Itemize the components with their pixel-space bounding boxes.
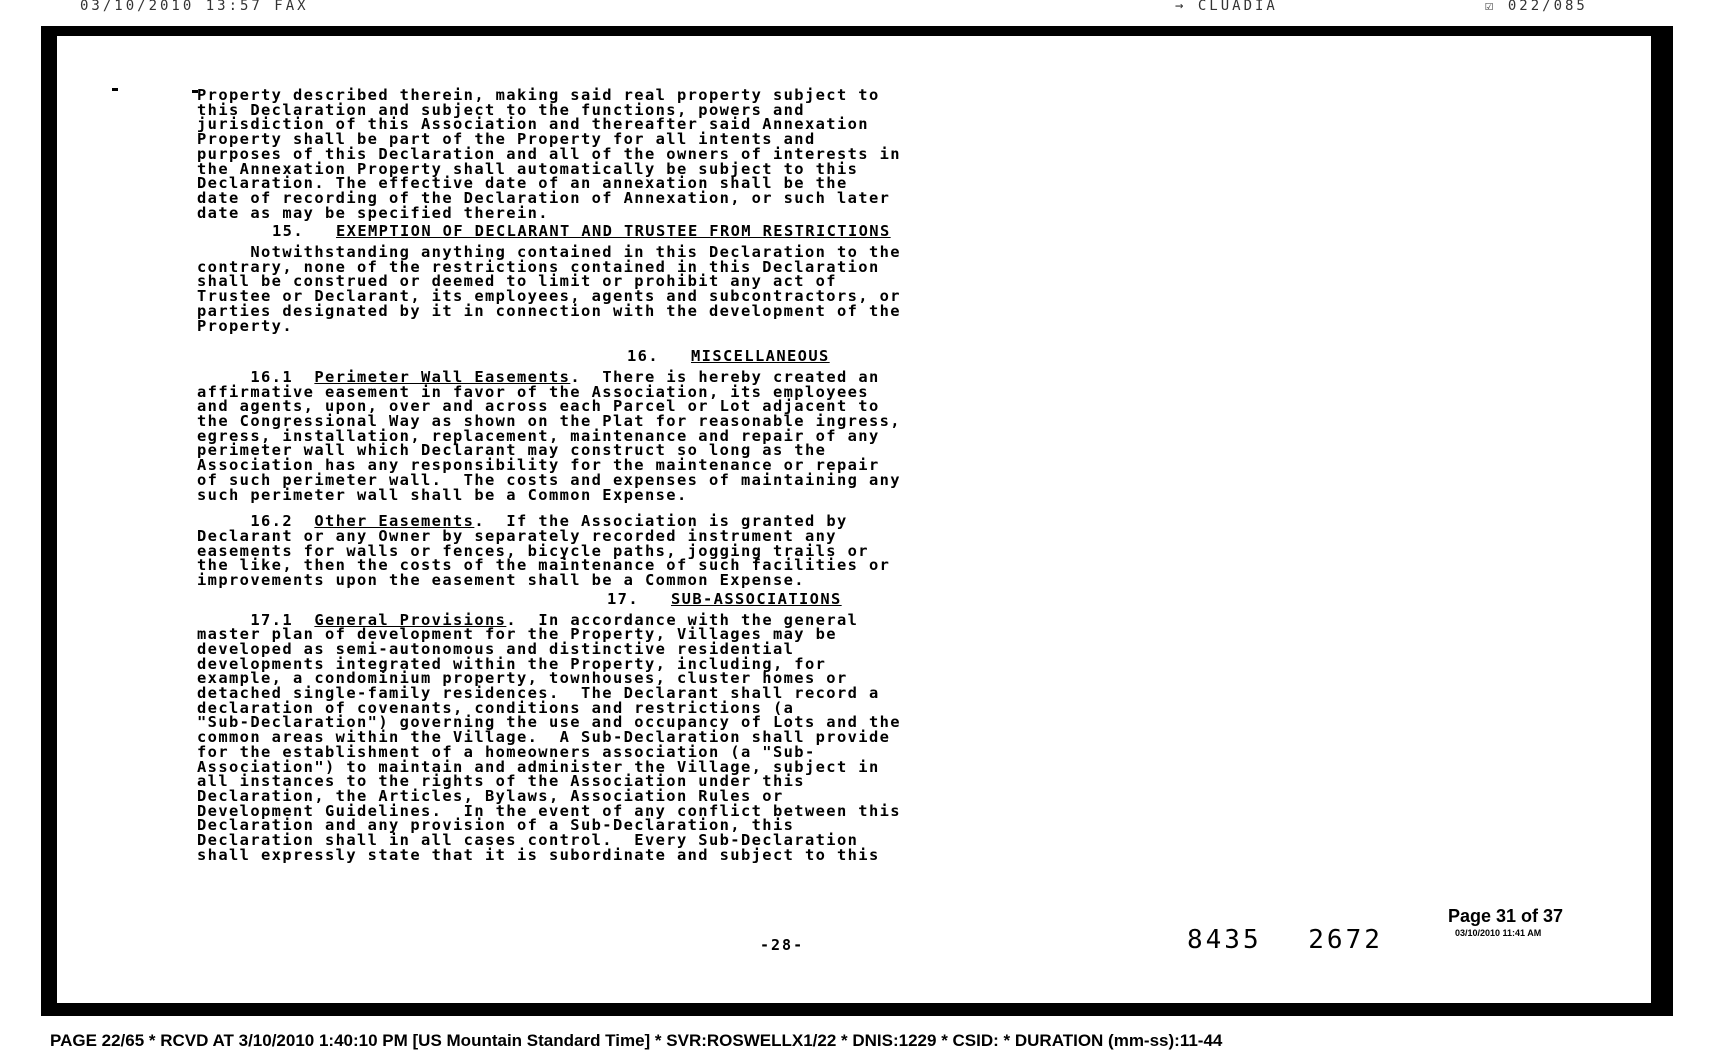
text-line: of such perimeter wall. The costs and expenses of maintaining any xyxy=(197,470,901,489)
text-fragment: . If the Association is granted by xyxy=(474,512,848,531)
text-line: Trustee or Declarant, its employees, agents and subcontractors, or xyxy=(197,287,901,306)
fax-header-page-count: ☑ 022/085 xyxy=(1485,0,1588,14)
text-line: example, a condominium property, townhouses, cluster homes or xyxy=(197,669,848,688)
intro-paragraph xyxy=(197,88,1457,220)
text-line: affirmative easement in favor of the Association, its employees xyxy=(197,382,869,401)
text-line: common areas within the Village. A Sub-Declaration shall provide xyxy=(197,728,891,747)
text-line: Association has any responsibility for the maintenance or repair xyxy=(197,456,880,475)
section-15-heading xyxy=(197,224,1457,239)
text-line: the like, then the costs of the maintenance of such facilities or xyxy=(197,556,891,575)
text-line: easements for walls or fences, bicycle paths, jogging trails or xyxy=(197,541,869,560)
subsection-number: 17.1 xyxy=(250,610,294,629)
text-line: Association") to maintain and administer the Village, subject in xyxy=(197,757,880,776)
text-fragment: . There is hereby created an xyxy=(570,367,880,386)
fax-receipt-footer: PAGE 22/65 * RCVD AT 3/10/2010 1:40:10 PM [US Mountain Standard Time] * SVR:ROSWELLX1/22 * DNIS:1229 * CSID: * DURATION (mm-ss):11-44 xyxy=(50,1031,1223,1050)
text-line: purposes of this Declaration and all of the owners of interests in xyxy=(197,144,901,163)
section-16-heading xyxy=(197,349,1457,364)
text-line: Property shall be part of the Property for all intents and xyxy=(197,130,816,149)
subsection-title: General Provisions xyxy=(314,610,507,629)
fax-header-recipient: → CLUADIA xyxy=(1175,0,1278,14)
section-title: SUB-ASSOCIATIONS xyxy=(671,589,842,608)
section-17-1-paragraph xyxy=(197,610,1457,864)
text-line: contrary, none of the restrictions contained in this Declaration xyxy=(197,257,880,276)
text-fragment: . In accordance with the general xyxy=(506,610,859,629)
subsection-title: Other Easements xyxy=(314,512,475,531)
section-number: 17. xyxy=(607,589,639,608)
text-line: Property described therein, making said real property subject to xyxy=(197,86,880,104)
text-line: detached single-family residences. The Declarant shall record a xyxy=(197,684,880,703)
text-line: this Declaration and subject to the functions, powers and xyxy=(197,100,805,119)
text-line: date as may be specified therein. xyxy=(197,203,549,222)
text-line: date of recording of the Declaration of Annexation, or such later xyxy=(197,188,891,207)
text-line: all instances to the rights of the Association under this xyxy=(197,772,805,791)
section-16-1-paragraph xyxy=(197,367,1457,504)
subsection-title: Perimeter Wall Easements xyxy=(314,367,571,386)
subsection-number: 16.2 xyxy=(250,512,294,531)
text-line: developments integrated within the Property, including, for xyxy=(197,654,827,673)
fax-header xyxy=(0,0,1728,16)
scan-speck xyxy=(112,88,118,91)
text-line: "Sub-Declaration") governing the use and occupancy of Lots and the xyxy=(197,713,901,732)
page-of-stamp: Page 31 of 37 xyxy=(1448,906,1564,926)
text-line: Declaration shall in all cases control. Every Sub-Declaration xyxy=(197,831,859,850)
fax-header-datetime: 03/10/2010 13:57 FAX xyxy=(80,0,309,14)
text-line: Declaration. The effective date of an annexation shall be the xyxy=(197,174,848,193)
text-line: Declaration and any provision of a Sub-Declaration, this xyxy=(197,816,795,835)
text-line: parties designated by it in connection with the development of the xyxy=(197,301,901,320)
text-line: master plan of development for the Property, Villages may be xyxy=(197,625,837,644)
text-line: Declaration, the Articles, Bylaws, Association Rules or xyxy=(197,786,784,805)
subsection-number: 16.1 xyxy=(250,367,294,386)
text-line: jurisdiction of this Association and thereafter said Annexation xyxy=(197,115,869,134)
text-line: developed as semi-autonomous and distinctive residential xyxy=(197,639,795,658)
section-17-heading xyxy=(197,589,1457,608)
section-number: 16. xyxy=(627,347,659,366)
text-line: improvements upon the easement shall be a Common Expense. xyxy=(197,571,805,590)
section-title: MISCELLANEOUS xyxy=(691,347,830,366)
book-page-number: 8435 2672 xyxy=(1187,925,1383,955)
page-number: -28- xyxy=(760,936,805,954)
text-line: shall be construed or deemed to limit or prohibit any act of xyxy=(197,272,837,291)
text-line: Property. xyxy=(197,316,293,335)
text-line: Development Guidelines. In the event of any conflict between this xyxy=(197,801,901,820)
section-title: EXEMPTION OF DECLARANT AND TRUSTEE FROM RESTRICTIONS xyxy=(336,222,891,241)
section-15-paragraph xyxy=(197,245,1457,333)
text-line: shall expressly state that it is subordinate and subject to this xyxy=(197,845,880,864)
text-line: Notwithstanding anything contained in this Declaration to the xyxy=(197,243,901,262)
document-body xyxy=(197,88,1457,862)
text-line: egress, installation, replacement, maintenance and repair of any xyxy=(197,426,880,445)
section-16-2-paragraph xyxy=(197,514,1457,588)
text-line: Declarant or any Owner by separately recorded instrument any xyxy=(197,526,837,545)
text-line: such perimeter wall shall be a Common Expense. xyxy=(197,485,688,504)
section-number: 15. xyxy=(272,222,304,241)
text-line: perimeter wall which Declarant may construct so long as the xyxy=(197,441,827,460)
text-line: declaration of covenants, conditions and restrictions (a xyxy=(197,698,795,717)
text-line: and agents, upon, over and across each Parcel or Lot adjacent to xyxy=(197,397,880,416)
stamp-datetime: 03/10/2010 11:41 AM xyxy=(1455,928,1542,938)
text-line: the Annexation Property shall automatically be subject to this xyxy=(197,159,859,178)
text-line: the Congressional Way as shown on the Plat for reasonable ingress, xyxy=(197,412,901,431)
text-line: for the establishment of a homeowners association (a "Sub- xyxy=(197,742,816,761)
